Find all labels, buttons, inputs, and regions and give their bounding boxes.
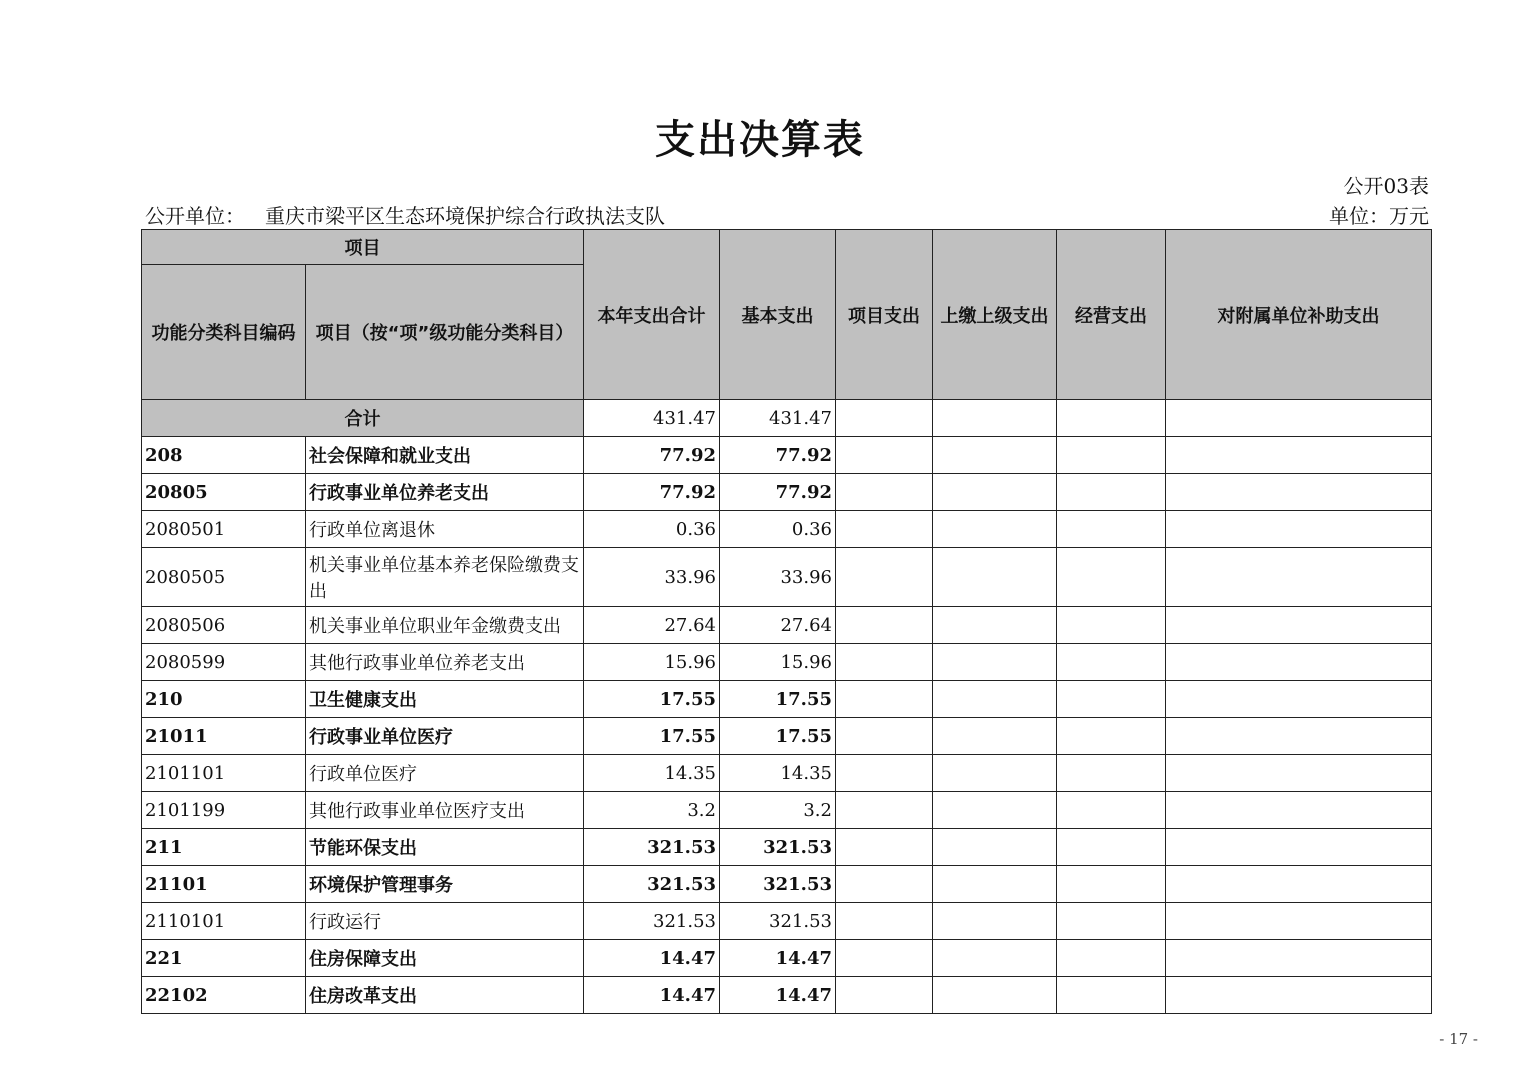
- row-remit: [933, 977, 1057, 1014]
- table-row: [142, 718, 1432, 755]
- table-row: [142, 607, 1432, 644]
- unit-label: 单位：万元: [1329, 204, 1429, 228]
- row-total: 77.92: [584, 437, 720, 474]
- row-basic: 17.55: [720, 681, 836, 718]
- org-label: 公开单位：: [145, 204, 245, 228]
- row-business: [1057, 681, 1166, 718]
- total-remit: [933, 400, 1057, 437]
- row-name: 其他行政事业单位养老支出: [306, 644, 584, 681]
- row-remit: [933, 829, 1057, 866]
- row-business: [1057, 940, 1166, 977]
- row-basic: 33.96: [720, 548, 836, 607]
- total-subsidy: [1166, 400, 1432, 437]
- row-business: [1057, 644, 1166, 681]
- row-total: 15.96: [584, 644, 720, 681]
- row-project: [836, 866, 933, 903]
- total-row: [142, 400, 1432, 437]
- row-total: 3.2: [584, 792, 720, 829]
- table-number: 公开03表: [1343, 174, 1429, 198]
- header-item-group: 项目: [142, 230, 584, 265]
- row-project: [836, 511, 933, 548]
- row-total: 14.47: [584, 940, 720, 977]
- row-business: [1057, 548, 1166, 607]
- row-name: 卫生健康支出: [306, 681, 584, 718]
- row-project: [836, 644, 933, 681]
- row-remit: [933, 474, 1057, 511]
- row-business: [1057, 903, 1166, 940]
- row-name: 行政事业单位养老支出: [306, 474, 584, 511]
- table-row: [142, 829, 1432, 866]
- row-name: 住房保障支出: [306, 940, 584, 977]
- row-code: 20805: [142, 474, 306, 511]
- row-business: [1057, 607, 1166, 644]
- table-row: [142, 903, 1432, 940]
- row-code: 2080506: [142, 607, 306, 644]
- row-remit: [933, 903, 1057, 940]
- row-project: [836, 681, 933, 718]
- row-project: [836, 437, 933, 474]
- row-name: 环境保护管理事务: [306, 866, 584, 903]
- row-code: 2080599: [142, 644, 306, 681]
- row-project: [836, 903, 933, 940]
- row-project: [836, 829, 933, 866]
- table-row: [142, 644, 1432, 681]
- row-subsidy: [1166, 866, 1432, 903]
- row-basic: 3.2: [720, 792, 836, 829]
- total-business: [1057, 400, 1166, 437]
- row-subsidy: [1166, 718, 1432, 755]
- row-subsidy: [1166, 755, 1432, 792]
- row-remit: [933, 681, 1057, 718]
- row-basic: 321.53: [720, 829, 836, 866]
- row-subsidy: [1166, 607, 1432, 644]
- row-code: 21011: [142, 718, 306, 755]
- row-project: [836, 977, 933, 1014]
- row-project: [836, 718, 933, 755]
- row-project: [836, 607, 933, 644]
- row-business: [1057, 718, 1166, 755]
- row-name: 节能环保支出: [306, 829, 584, 866]
- row-subsidy: [1166, 792, 1432, 829]
- row-name: 住房改革支出: [306, 977, 584, 1014]
- row-remit: [933, 511, 1057, 548]
- row-remit: [933, 718, 1057, 755]
- table-row: [142, 548, 1432, 607]
- row-name: 行政运行: [306, 903, 584, 940]
- row-subsidy: [1166, 681, 1432, 718]
- row-subsidy: [1166, 940, 1432, 977]
- row-name: 社会保障和就业支出: [306, 437, 584, 474]
- header-code: 功能分类科目编码: [142, 265, 306, 400]
- row-business: [1057, 511, 1166, 548]
- row-basic: 77.92: [720, 474, 836, 511]
- row-business: [1057, 437, 1166, 474]
- row-name: 行政事业单位医疗: [306, 718, 584, 755]
- row-basic: 15.96: [720, 644, 836, 681]
- row-project: [836, 940, 933, 977]
- org-line: [145, 200, 665, 229]
- row-total: 27.64: [584, 607, 720, 644]
- row-basic: 321.53: [720, 903, 836, 940]
- row-total: 0.36: [584, 511, 720, 548]
- row-code: 210: [142, 681, 306, 718]
- table-row: [142, 977, 1432, 1014]
- row-name: 机关事业单位职业年金缴费支出: [306, 607, 584, 644]
- row-project: [836, 755, 933, 792]
- table-row: [142, 437, 1432, 474]
- page-title: 支出决算表: [655, 117, 865, 163]
- row-remit: [933, 866, 1057, 903]
- row-business: [1057, 474, 1166, 511]
- row-total: 14.35: [584, 755, 720, 792]
- total-label: 合计: [142, 400, 584, 437]
- row-code: 2101101: [142, 755, 306, 792]
- row-subsidy: [1166, 644, 1432, 681]
- table-row: [142, 681, 1432, 718]
- row-total: 321.53: [584, 829, 720, 866]
- row-remit: [933, 755, 1057, 792]
- row-basic: 14.35: [720, 755, 836, 792]
- page-number: - 17 -: [1439, 1030, 1478, 1048]
- row-subsidy: [1166, 977, 1432, 1014]
- row-remit: [933, 792, 1057, 829]
- row-basic: 14.47: [720, 977, 836, 1014]
- header-business: 经营支出: [1057, 230, 1166, 400]
- header-project: 项目支出: [836, 230, 933, 400]
- row-code: 22102: [142, 977, 306, 1014]
- total-sum: 431.47: [584, 400, 720, 437]
- row-code: 2110101: [142, 903, 306, 940]
- table-row: [142, 511, 1432, 548]
- row-business: [1057, 792, 1166, 829]
- row-basic: 77.92: [720, 437, 836, 474]
- row-subsidy: [1166, 474, 1432, 511]
- table-row: [142, 792, 1432, 829]
- total-basic: 431.47: [720, 400, 836, 437]
- row-basic: 17.55: [720, 718, 836, 755]
- row-remit: [933, 607, 1057, 644]
- row-business: [1057, 866, 1166, 903]
- table-row: [142, 474, 1432, 511]
- header-remit: 上缴上级支出: [933, 230, 1057, 400]
- row-basic: 321.53: [720, 866, 836, 903]
- row-code: 2080501: [142, 511, 306, 548]
- header-total: 本年支出合计: [584, 230, 720, 400]
- row-total: 17.55: [584, 681, 720, 718]
- header-subsidy: 对附属单位补助支出: [1166, 230, 1432, 400]
- row-code: 221: [142, 940, 306, 977]
- row-total: 321.53: [584, 866, 720, 903]
- row-code: 2080505: [142, 548, 306, 607]
- row-name: 行政单位医疗: [306, 755, 584, 792]
- table-row: [142, 755, 1432, 792]
- row-total: 17.55: [584, 718, 720, 755]
- row-project: [836, 792, 933, 829]
- row-business: [1057, 755, 1166, 792]
- expenditure-table: [141, 229, 1432, 1014]
- row-total: 77.92: [584, 474, 720, 511]
- row-name: 行政单位离退休: [306, 511, 584, 548]
- row-subsidy: [1166, 829, 1432, 866]
- row-basic: 14.47: [720, 940, 836, 977]
- row-basic: 27.64: [720, 607, 836, 644]
- row-project: [836, 548, 933, 607]
- table-row: [142, 866, 1432, 903]
- row-code: 21101: [142, 866, 306, 903]
- row-subsidy: [1166, 548, 1432, 607]
- row-remit: [933, 644, 1057, 681]
- row-code: 208: [142, 437, 306, 474]
- header-name: 项目（按“项”级功能分类科目）: [306, 265, 584, 400]
- row-subsidy: [1166, 511, 1432, 548]
- row-remit: [933, 548, 1057, 607]
- row-name: 其他行政事业单位医疗支出: [306, 792, 584, 829]
- row-basic: 0.36: [720, 511, 836, 548]
- row-business: [1057, 977, 1166, 1014]
- row-subsidy: [1166, 437, 1432, 474]
- row-name: 机关事业单位基本养老保险缴费支出: [306, 548, 584, 607]
- table-row: [142, 940, 1432, 977]
- org-name: 重庆市梁平区生态环境保护综合行政执法支队: [265, 204, 665, 228]
- row-total: 33.96: [584, 548, 720, 607]
- row-total: 321.53: [584, 903, 720, 940]
- row-subsidy: [1166, 903, 1432, 940]
- header-basic: 基本支出: [720, 230, 836, 400]
- row-remit: [933, 437, 1057, 474]
- row-code: 2101199: [142, 792, 306, 829]
- total-project: [836, 400, 933, 437]
- row-code: 211: [142, 829, 306, 866]
- row-remit: [933, 940, 1057, 977]
- row-project: [836, 474, 933, 511]
- row-business: [1057, 829, 1166, 866]
- row-total: 14.47: [584, 977, 720, 1014]
